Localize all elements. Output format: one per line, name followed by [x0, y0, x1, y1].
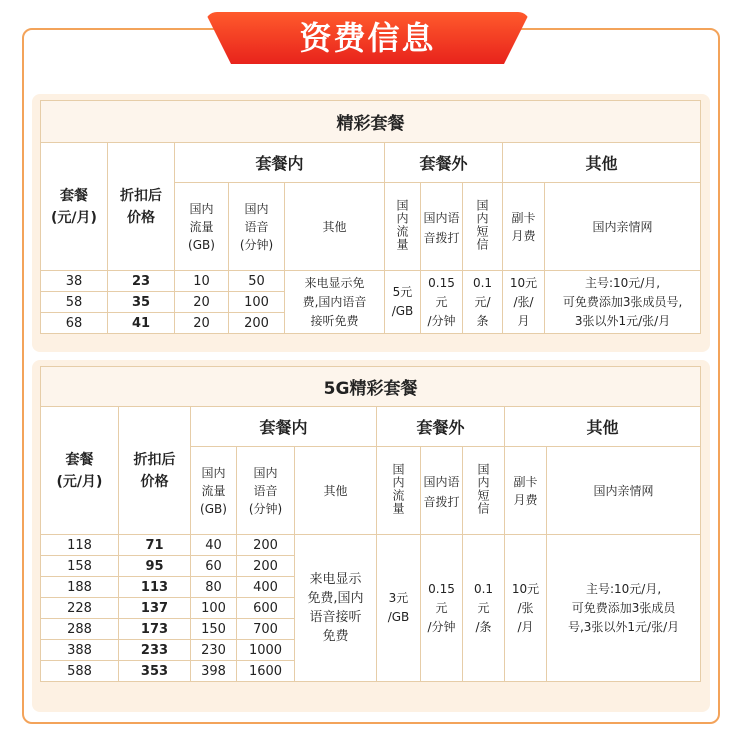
out-voice-label: 国内语音拨打: [423, 210, 460, 245]
table-cell: 400: [237, 577, 295, 598]
merged-card-text: 10元 /张/ 月: [509, 275, 538, 328]
col-plan-label: 套餐 (元/月): [56, 451, 103, 490]
table-cell: 137: [119, 598, 191, 619]
table-cell: 100: [229, 292, 285, 313]
group-other-header: 其他: [505, 407, 701, 447]
sub-other-header: 其他: [285, 183, 385, 271]
table-cell: 398: [191, 661, 237, 682]
col-price-header: [119, 407, 191, 535]
table-title: 精彩套餐: [41, 101, 701, 143]
table-cell: 10: [175, 271, 229, 292]
table-cell: 100: [191, 598, 237, 619]
out-sms-label: 国内短信: [475, 198, 489, 251]
col-price-label: 折扣后 价格: [133, 451, 176, 490]
merged-card-cell: [505, 535, 547, 682]
col-plan-label: 套餐 (元/月): [51, 187, 97, 226]
other-card-label: 副卡 月费: [513, 474, 538, 507]
table-cell: 80: [191, 577, 237, 598]
sub-data-label: 国内 流量 (GB): [200, 465, 227, 516]
table-cell: 588: [41, 661, 119, 682]
sub-voice-label: 国内 语音 (分钟): [239, 201, 274, 252]
plan-table-1: [40, 100, 701, 334]
table-cell: 23: [108, 271, 175, 292]
merged-out-voice-text: 0.15 元 /分钟: [427, 581, 456, 634]
out-voice-header: [421, 447, 463, 535]
group-other-header: 其他: [503, 143, 701, 183]
out-data-label: 国内流量: [391, 462, 405, 515]
sub-voice-label: 国内 语音 (分钟): [248, 465, 283, 516]
table-cell: 1600: [237, 661, 295, 682]
merged-card-cell: [503, 271, 545, 334]
merged-family-text: 主号:10元/月, 可免费添加3张成员 号,3张以外1元/张/月: [567, 581, 680, 634]
sub-data-label: 国内 流量 (GB): [188, 201, 215, 252]
sub-voice-header: [237, 447, 295, 535]
table-cell: 158: [41, 556, 119, 577]
sub-data-header: [175, 183, 229, 271]
table-cell: 288: [41, 619, 119, 640]
merged-other-cell: [285, 271, 385, 334]
table-cell: 20: [175, 313, 229, 334]
merged-out-sms-cell: [463, 535, 505, 682]
table-cell: 388: [41, 640, 119, 661]
merged-card-text: 10元 /张 /月: [511, 581, 540, 634]
table-cell: 95: [119, 556, 191, 577]
out-sms-header: [463, 183, 503, 271]
table-cell: 40: [191, 535, 237, 556]
other-family-header: 国内亲情网: [547, 447, 701, 535]
col-price-header: [108, 143, 175, 271]
merged-out-data-cell: [377, 535, 421, 682]
table-cell: 173: [119, 619, 191, 640]
table-cell: 50: [229, 271, 285, 292]
sub-data-header: [191, 447, 237, 535]
other-card-header: [505, 447, 547, 535]
out-sms-label: 国内短信: [476, 462, 490, 515]
out-data-header: [377, 447, 421, 535]
out-sms-header: [463, 447, 505, 535]
other-card-header: [503, 183, 545, 271]
table-cell: 58: [41, 292, 108, 313]
merged-out-sms-text: 0.1 元/ 条: [472, 275, 493, 328]
merged-out-sms-cell: [463, 271, 503, 334]
table-title: 5G精彩套餐: [41, 367, 701, 407]
table-cell: 60: [191, 556, 237, 577]
merged-family-cell: [545, 271, 701, 334]
merged-family-text: 主号:10元/月, 可免费添加3张成员号, 3张以外1元/张/月: [562, 275, 683, 328]
table-cell: 188: [41, 577, 119, 598]
merged-out-voice-text: 0.15 元 /分钟: [427, 275, 456, 328]
group-in-header: 套餐内: [191, 407, 377, 447]
table-cell: 700: [237, 619, 295, 640]
merged-out-data-cell: [385, 271, 421, 334]
merged-out-data-text: 5元 /GB: [391, 285, 414, 318]
sub-voice-header: [229, 183, 285, 271]
group-in-header: 套餐内: [175, 143, 385, 183]
table-cell: 20: [175, 292, 229, 313]
out-voice-header: [421, 183, 463, 271]
merged-out-data-text: 3元 /GB: [387, 591, 410, 624]
out-data-header: [385, 183, 421, 271]
table-cell: 353: [119, 661, 191, 682]
banner-title: 资费信息: [299, 19, 436, 57]
merged-out-voice-cell: [421, 271, 463, 334]
table-cell: 200: [237, 535, 295, 556]
table-cell: 150: [191, 619, 237, 640]
out-voice-label: 国内语音拨打: [423, 474, 460, 509]
table-cell: 233: [119, 640, 191, 661]
merged-out-sms-text: 0.1 元 /条: [473, 581, 494, 634]
sub-other-header: 其他: [295, 447, 377, 535]
table-cell: 200: [229, 313, 285, 334]
merged-family-cell: [547, 535, 701, 682]
other-family-header: 国内亲情网: [545, 183, 701, 271]
merged-out-voice-cell: [421, 535, 463, 682]
table-cell: 35: [108, 292, 175, 313]
table-cell: 38: [41, 271, 108, 292]
merged-other-text: 来电显示免 费,国内语音 接听免费: [302, 275, 367, 328]
col-plan-header: [41, 407, 119, 535]
table-cell: 600: [237, 598, 295, 619]
group-out-header: 套餐外: [377, 407, 505, 447]
table-cell: 118: [41, 535, 119, 556]
other-card-label: 副卡 月费: [511, 210, 536, 243]
table-cell: 113: [119, 577, 191, 598]
col-plan-header: [41, 143, 108, 271]
group-out-header: 套餐外: [385, 143, 503, 183]
table-cell: 71: [119, 535, 191, 556]
table-cell: 228: [41, 598, 119, 619]
merged-other-text: 来电显示 免费,国内 语音接听 免费: [307, 572, 364, 644]
table-cell: 200: [237, 556, 295, 577]
table-cell: 230: [191, 640, 237, 661]
merged-other-cell: [295, 535, 377, 682]
table-cell: 1000: [237, 640, 295, 661]
plan-table-2: [40, 366, 701, 682]
table-cell: 41: [108, 313, 175, 334]
out-data-label: 国内流量: [395, 198, 409, 251]
table-cell: 68: [41, 313, 108, 334]
col-price-label: 折扣后 价格: [120, 187, 162, 226]
